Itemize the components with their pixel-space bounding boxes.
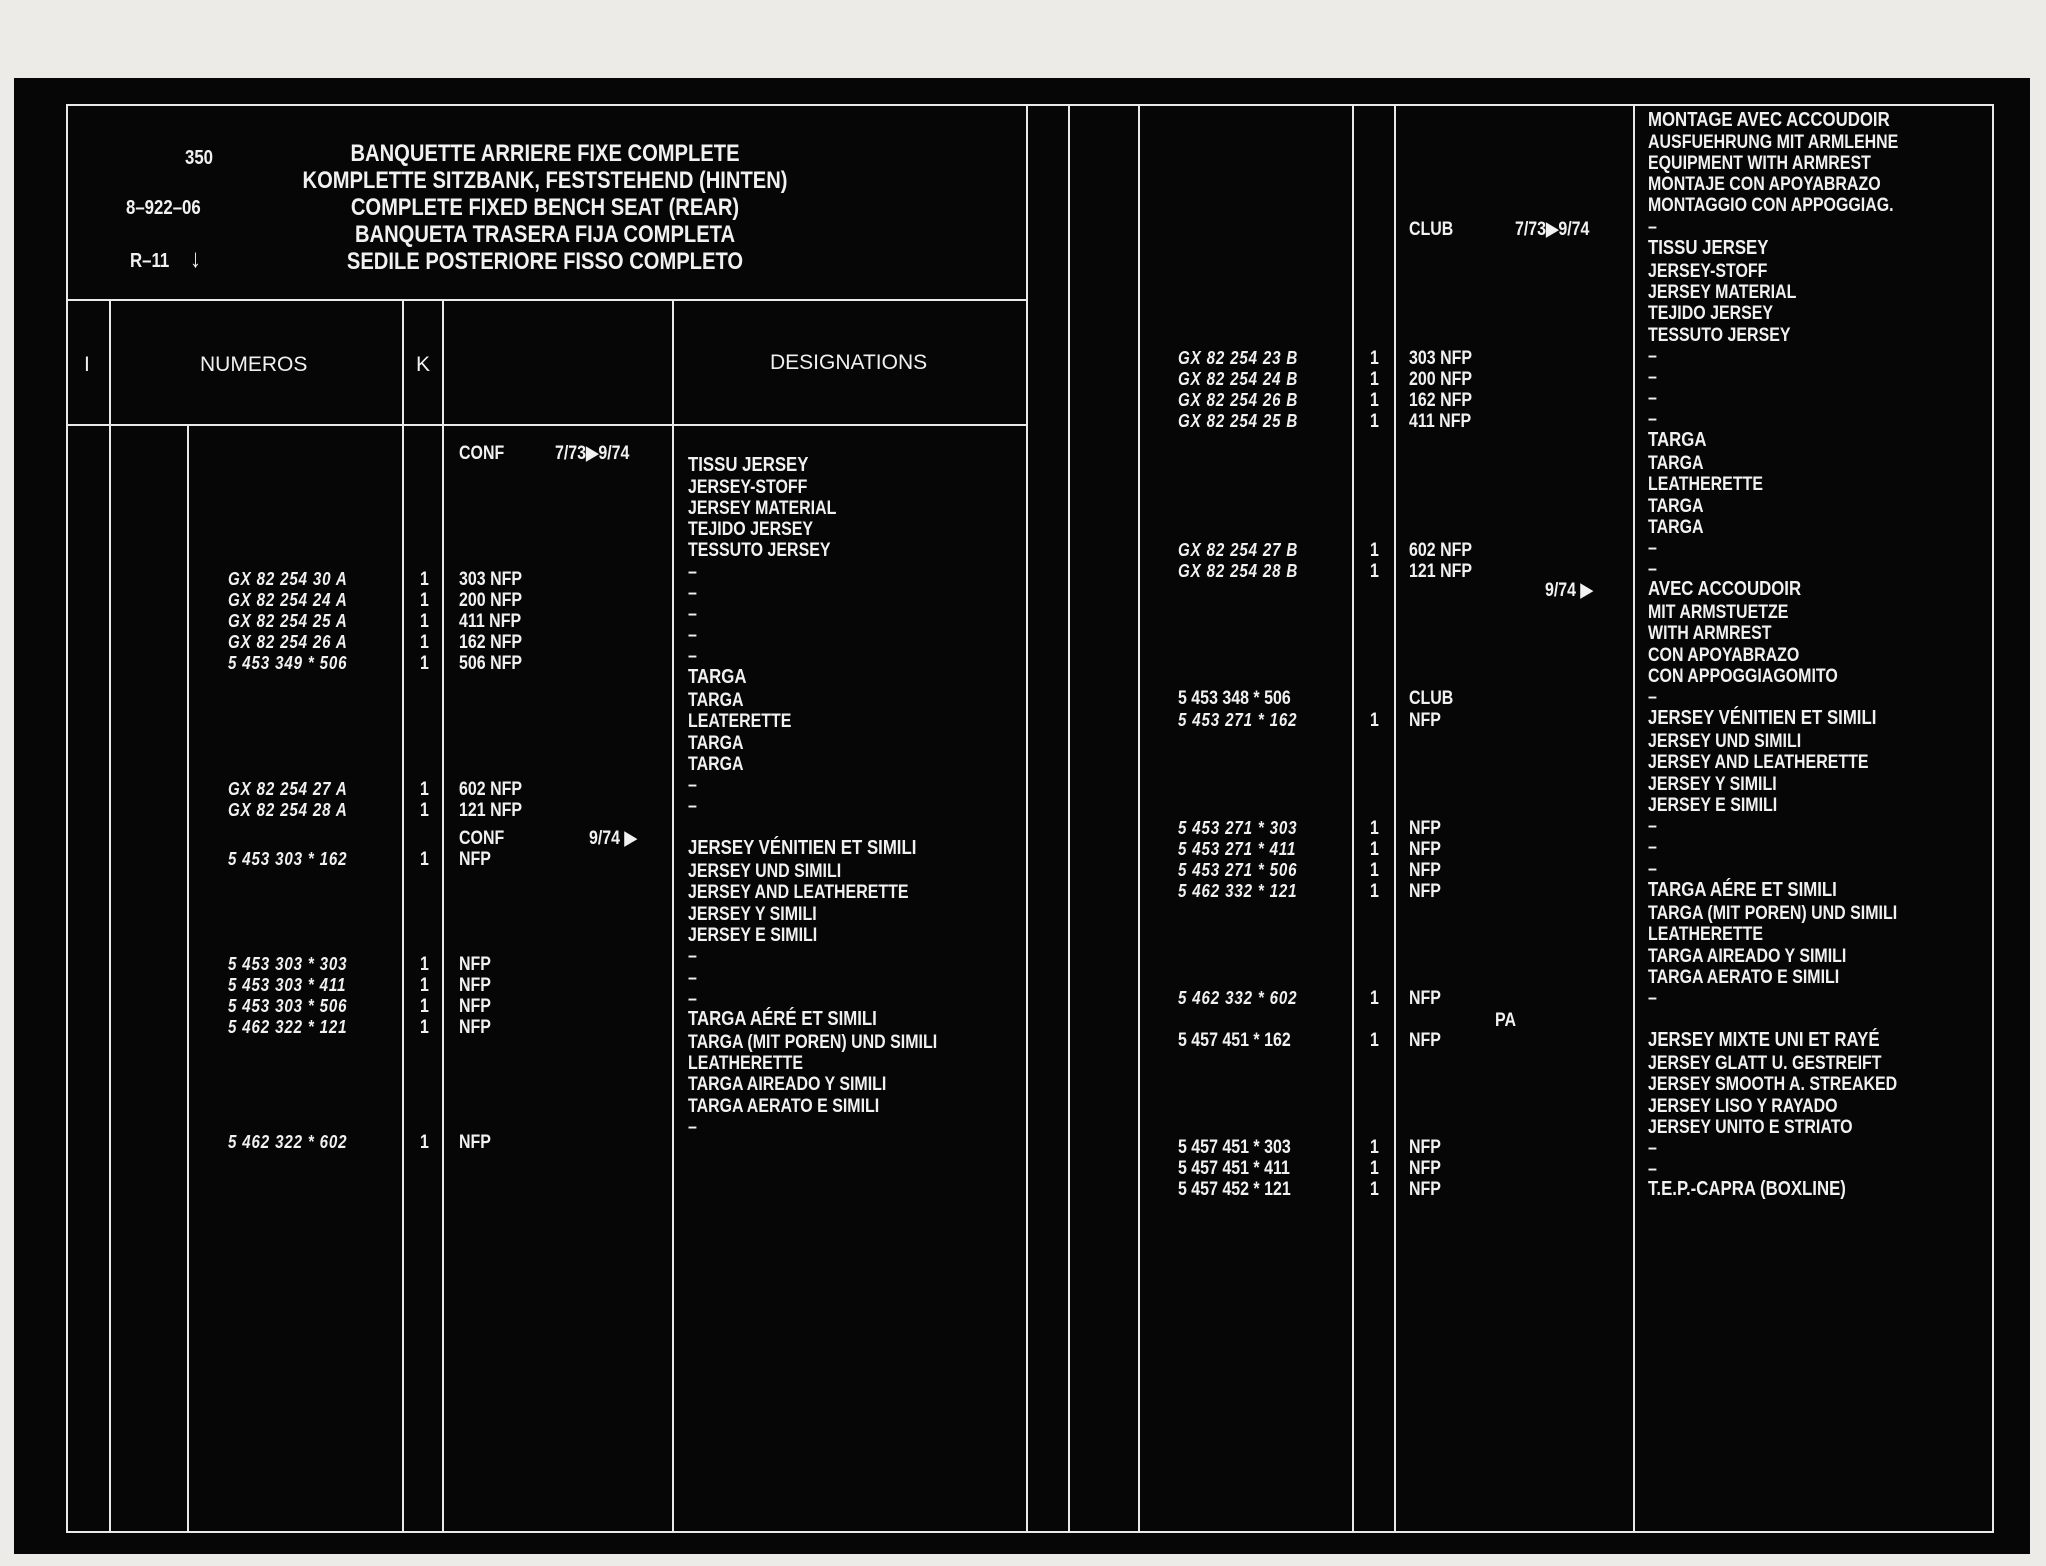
- quantity-k: 1: [420, 1132, 429, 1153]
- designation-text: –: [688, 796, 697, 817]
- part-number: GX 82 254 25 B: [1178, 411, 1299, 431]
- part-number: 5 462 332 * 121: [1178, 881, 1298, 901]
- variant-code: NFP: [1409, 818, 1441, 839]
- designation-text: TARGA AIREADO Y SIMILI: [688, 1074, 887, 1095]
- header-title-es: BANQUETA TRASERA FIJA COMPLETA: [354, 221, 736, 248]
- config-mark: CLUB: [1409, 219, 1454, 240]
- part-number: GX 82 254 24 B: [1178, 369, 1299, 389]
- part-number: 5 453 271 * 162: [1178, 710, 1298, 730]
- variant-code: 506 NFP: [459, 653, 522, 674]
- quantity-k: 1: [1370, 1137, 1379, 1158]
- designation-text: TISSU JERSEY: [688, 454, 809, 476]
- quantity-k: 1: [420, 975, 429, 996]
- designation-text: WITH ARMREST: [1648, 623, 1772, 644]
- designation-text: JERSEY UND SIMILI: [688, 861, 842, 882]
- part-number: 5 453 303 * 411: [228, 975, 347, 995]
- designation-text: TARGA (MIT POREN) UND SIMILI: [1648, 903, 1898, 924]
- variant-code: 602 NFP: [459, 779, 522, 800]
- designation-text: JERSEY-STOFF: [688, 477, 808, 498]
- designation-text: JERSEY UND SIMILI: [1648, 731, 1802, 752]
- designation-text: –: [688, 775, 697, 796]
- designation-text: MIT ARMSTUETZE: [1648, 602, 1789, 623]
- quantity-k: 1: [1370, 860, 1379, 881]
- variant-code: 200 NFP: [1409, 369, 1472, 390]
- designation-text: T.E.P.-CAPRA (BOXLINE): [1648, 1178, 1846, 1200]
- header-bottom-rule: [66, 299, 1027, 301]
- designation-text: AUSFUEHRUNG MIT ARMLEHNE: [1648, 132, 1899, 153]
- right-col-divider-k-left: [1352, 104, 1354, 1533]
- part-number: 5 453 303 * 162: [228, 849, 348, 869]
- designation-text: JERSEY MATERIAL: [1648, 282, 1797, 303]
- variant-code: NFP: [1409, 1179, 1441, 1200]
- designation-text: TARGA AERATO E SIMILI: [688, 1096, 880, 1117]
- designation-text: –: [688, 583, 697, 604]
- designation-text: –: [688, 625, 697, 646]
- part-number: 5 457 451 * 162: [1178, 1030, 1291, 1051]
- outer-frame-bottom: [66, 1531, 1994, 1533]
- variant-code: 602 NFP: [1409, 540, 1472, 561]
- variant-code: NFP: [1409, 860, 1441, 881]
- designation-text: TEJIDO JERSEY: [688, 519, 814, 540]
- variant-code: 121 NFP: [1409, 561, 1472, 582]
- part-number: 5 457 451 * 411: [1178, 1158, 1290, 1179]
- header-ref: R–11: [130, 250, 170, 272]
- config-mark: CONF: [459, 443, 505, 464]
- variant-code: NFP: [459, 849, 491, 870]
- designation-text: TARGA: [1648, 517, 1704, 538]
- right-col-divider-k-right: [1394, 104, 1396, 1533]
- right-col-divider-designations: [1633, 104, 1635, 1533]
- designation-text: –: [1648, 816, 1657, 837]
- config-mark: CONF: [459, 828, 505, 849]
- column-heading-i: I: [84, 353, 90, 376]
- designation-text: JERSEY VÉNITIEN ET SIMILI: [1648, 707, 1877, 729]
- variant-code: NFP: [1409, 1030, 1441, 1051]
- variant-code: NFP: [459, 996, 491, 1017]
- quantity-k: 1: [420, 800, 429, 821]
- designation-text: JERSEY-STOFF: [1648, 261, 1768, 282]
- designation-text: MONTAGE AVEC ACCOUDOIR: [1648, 109, 1890, 131]
- part-number: GX 82 254 28 B: [1178, 561, 1299, 581]
- outer-frame-top: [66, 104, 1994, 106]
- part-number: GX 82 254 26 A: [228, 632, 348, 652]
- designation-text: JERSEY LISO Y RAYADO: [1648, 1096, 1838, 1117]
- designation-text: –: [1648, 988, 1657, 1009]
- col-divider-i: [109, 299, 111, 1533]
- quantity-k: 1: [1370, 881, 1379, 902]
- designation-text: EQUIPMENT WITH ARMREST: [1648, 153, 1871, 174]
- designation-text: JERSEY E SIMILI: [1648, 795, 1778, 816]
- designation-text: TARGA AIREADO Y SIMILI: [1648, 946, 1847, 967]
- designation-text: TARGA: [688, 690, 744, 711]
- column-heading-designations: DESIGNATIONS: [770, 351, 928, 374]
- quantity-k: 1: [1370, 540, 1379, 561]
- designation-text: –: [688, 989, 697, 1010]
- part-number: 5 462 322 * 602: [228, 1132, 348, 1152]
- designation-text: TARGA AÉRÉ ET SIMILI: [688, 1008, 877, 1030]
- designation-text: TARGA (MIT POREN) UND SIMILI: [688, 1032, 938, 1053]
- down-arrow-icon: ↓: [190, 243, 201, 273]
- panel-gutter-right: [1138, 104, 1140, 1533]
- designation-text: TARGA: [1648, 429, 1707, 451]
- variant-code: 411 NFP: [459, 611, 522, 632]
- part-number: 5 453 349 * 506: [228, 653, 348, 673]
- designation-text: –: [1648, 1138, 1657, 1159]
- part-number: GX 82 254 27 B: [1178, 540, 1299, 560]
- config-mark: 7/73▶9/74: [1515, 219, 1590, 240]
- designation-text: –: [1648, 409, 1657, 430]
- variant-code: 303 NFP: [459, 569, 522, 590]
- designation-text: MONTAJE CON APOYABRAZO: [1648, 174, 1881, 195]
- quantity-k: 1: [420, 632, 429, 653]
- part-number: 5 457 451 * 303: [1178, 1137, 1291, 1158]
- designation-text: –: [1648, 1159, 1657, 1180]
- designation-text: –: [1648, 217, 1657, 238]
- designation-text: –: [1648, 388, 1657, 409]
- designation-text: LEATHERETTE: [688, 1053, 803, 1074]
- designation-text: AVEC ACCOUDOIR: [1648, 578, 1802, 600]
- header-title-en: COMPLETE FIXED BENCH SEAT (REAR): [350, 194, 740, 221]
- col-divider-k-right: [442, 299, 444, 1533]
- quantity-k: 1: [420, 779, 429, 800]
- variant-code: 162 NFP: [1409, 390, 1472, 411]
- quantity-k: 1: [1370, 369, 1379, 390]
- designation-text: JERSEY MIXTE UNI ET RAYÉ: [1648, 1029, 1880, 1051]
- config-mark: 9/74 ▶: [1545, 580, 1593, 601]
- outer-frame-left: [66, 104, 68, 1533]
- designation-text: JERSEY AND LEATHERETTE: [688, 882, 909, 903]
- quantity-k: 1: [1370, 1030, 1379, 1051]
- designation-text: –: [688, 604, 697, 625]
- quantity-k: 1: [1370, 348, 1379, 369]
- designation-text: TESSUTO JERSEY: [688, 540, 831, 561]
- quantity-k: 1: [1370, 390, 1379, 411]
- designation-text: TISSU JERSEY: [1648, 237, 1769, 259]
- part-number: 5 453 348 * 506: [1178, 688, 1291, 709]
- designation-text: JERSEY GLATT U. GESTREIFT: [1648, 1053, 1882, 1074]
- designation-text: TARGA: [688, 754, 744, 775]
- variant-code: NFP: [1409, 881, 1441, 902]
- variant-code: NFP: [459, 954, 491, 975]
- part-number: 5 462 332 * 602: [1178, 988, 1298, 1008]
- designation-text: –: [688, 968, 697, 989]
- quantity-k: 1: [420, 849, 429, 870]
- quantity-k: 1: [1370, 1179, 1379, 1200]
- designation-text: CON APOYABRAZO: [1648, 645, 1800, 666]
- col-divider-numeros-inner: [187, 424, 189, 1533]
- part-number: GX 82 254 30 A: [228, 569, 348, 589]
- part-number: GX 82 254 23 B: [1178, 348, 1299, 368]
- header-title-fr: BANQUETTE ARRIERE FIXE COMPLETE: [350, 140, 740, 167]
- col-divider-k-left: [402, 299, 404, 1533]
- designation-text: TESSUTO JERSEY: [1648, 325, 1791, 346]
- col-divider-designations: [672, 299, 674, 1533]
- designation-text: JERSEY SMOOTH A. STREAKED: [1648, 1074, 1898, 1095]
- part-number: 5 453 271 * 303: [1178, 818, 1298, 838]
- variant-code: 121 NFP: [459, 800, 522, 821]
- quantity-k: 1: [1370, 1158, 1379, 1179]
- header-code: 8–922–06: [126, 197, 201, 219]
- quantity-k: 1: [420, 653, 429, 674]
- designation-text: –: [1648, 837, 1657, 858]
- designation-text: –: [1648, 538, 1657, 559]
- designation-text: TARGA AERATO E SIMILI: [1648, 967, 1840, 988]
- variant-code: NFP: [1409, 710, 1441, 731]
- column-heading-k: K: [416, 353, 431, 376]
- variant-code: NFP: [459, 1017, 491, 1038]
- part-number: GX 82 254 27 A: [228, 779, 348, 799]
- designation-text: LEATHERETTE: [1648, 924, 1763, 945]
- config-mark: PA: [1495, 1010, 1516, 1031]
- variant-code: 162 NFP: [459, 632, 522, 653]
- variant-code: 303 NFP: [1409, 348, 1472, 369]
- designation-text: MONTAGGIO CON APPOGGIAG.: [1648, 195, 1894, 216]
- variant-code: NFP: [459, 1132, 491, 1153]
- quantity-k: 1: [420, 611, 429, 632]
- variant-code: NFP: [459, 975, 491, 996]
- variant-code: NFP: [1409, 988, 1441, 1009]
- variant-code: NFP: [1409, 1137, 1441, 1158]
- quantity-k: 1: [420, 954, 429, 975]
- quantity-k: 1: [1370, 818, 1379, 839]
- designation-text: LEATHERETTE: [1648, 474, 1763, 495]
- panel-gutter-mid: [1068, 104, 1070, 1533]
- designation-text: TEJIDO JERSEY: [1648, 303, 1774, 324]
- designation-text: TARGA: [688, 666, 747, 688]
- variant-code: NFP: [1409, 839, 1441, 860]
- part-number: 5 457 452 * 121: [1178, 1179, 1291, 1200]
- quantity-k: 1: [1370, 710, 1379, 731]
- quantity-k: 1: [1370, 839, 1379, 860]
- part-number: GX 82 254 28 A: [228, 800, 348, 820]
- quantity-k: 1: [1370, 561, 1379, 582]
- part-number: 5 453 303 * 303: [228, 954, 348, 974]
- designation-text: JERSEY VÉNITIEN ET SIMILI: [688, 837, 917, 859]
- part-number: 5 462 322 * 121: [228, 1017, 348, 1037]
- designation-text: –: [688, 646, 697, 667]
- designation-text: LEATERETTE: [688, 711, 792, 732]
- designation-text: –: [1648, 559, 1657, 580]
- designation-text: TARGA AÉRE ET SIMILI: [1648, 879, 1837, 901]
- quantity-k: 1: [420, 590, 429, 611]
- designation-text: JERSEY UNITO E STRIATO: [1648, 1117, 1853, 1138]
- part-number: GX 82 254 24 A: [228, 590, 348, 610]
- variant-code: 411 NFP: [1409, 411, 1472, 432]
- designation-text: JERSEY E SIMILI: [688, 925, 818, 946]
- variant-code: CLUB: [1409, 688, 1454, 709]
- designation-text: JERSEY MATERIAL: [688, 498, 837, 519]
- designation-text: –: [1648, 859, 1657, 880]
- quantity-k: 1: [420, 1017, 429, 1038]
- designation-text: –: [688, 1117, 697, 1138]
- designation-text: –: [1648, 687, 1657, 708]
- column-header-bottom-rule: [66, 424, 1027, 426]
- quantity-k: 1: [1370, 411, 1379, 432]
- designation-text: JERSEY AND LEATHERETTE: [1648, 752, 1869, 773]
- header-number: 350: [185, 147, 214, 169]
- designation-text: JERSEY Y SIMILI: [688, 904, 817, 925]
- config-mark: 7/73▶9/74: [555, 443, 630, 464]
- variant-code: NFP: [1409, 1158, 1441, 1179]
- variant-code: 200 NFP: [459, 590, 522, 611]
- quantity-k: 1: [420, 569, 429, 590]
- designation-text: CON APPOGGIAGOMITO: [1648, 666, 1838, 687]
- column-heading-numeros: NUMEROS: [200, 353, 308, 376]
- part-number: 5 453 303 * 506: [228, 996, 348, 1016]
- designation-text: TARGA: [1648, 453, 1704, 474]
- part-number: GX 82 254 25 A: [228, 611, 348, 631]
- header-title-it: SEDILE POSTERIORE FISSO COMPLETO: [346, 248, 744, 275]
- part-number: 5 453 271 * 506: [1178, 860, 1298, 880]
- designation-text: –: [688, 562, 697, 583]
- designation-text: –: [1648, 367, 1657, 388]
- header-title-de: KOMPLETTE SITZBANK, FESTSTEHEND (HINTEN): [302, 167, 788, 194]
- designation-text: –: [1648, 346, 1657, 367]
- designation-text: TARGA: [688, 733, 744, 754]
- part-number: 5 453 271 * 411: [1178, 839, 1297, 859]
- quantity-k: 1: [1370, 988, 1379, 1009]
- outer-frame-right: [1992, 104, 1994, 1533]
- part-number: GX 82 254 26 B: [1178, 390, 1299, 410]
- panel-gutter-left: [1026, 104, 1028, 1533]
- designation-text: TARGA: [1648, 496, 1704, 517]
- quantity-k: 1: [420, 996, 429, 1017]
- designation-text: JERSEY Y SIMILI: [1648, 774, 1777, 795]
- config-mark: 9/74 ▶: [589, 828, 637, 849]
- designation-text: –: [688, 946, 697, 967]
